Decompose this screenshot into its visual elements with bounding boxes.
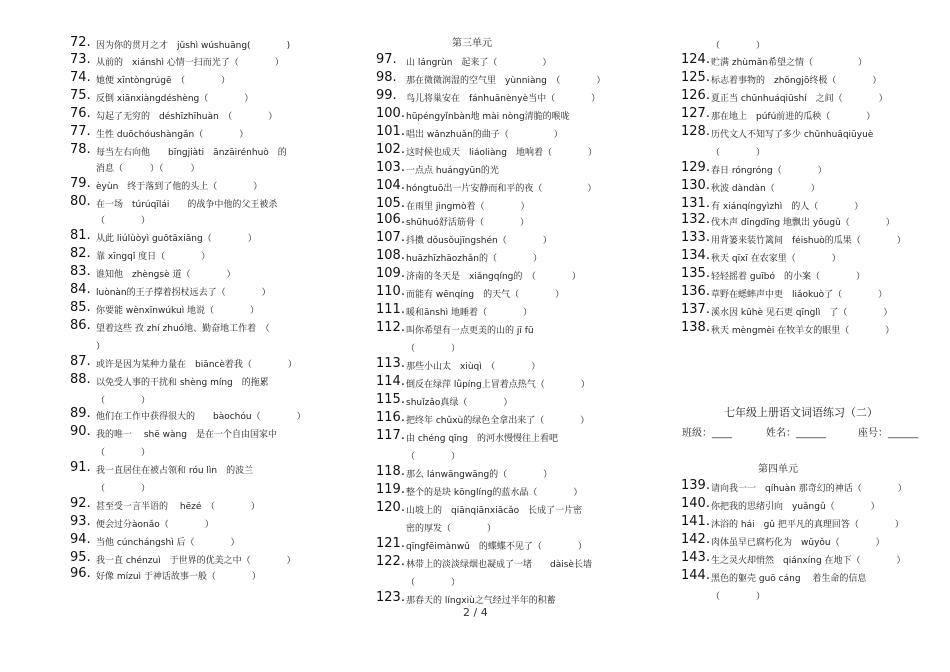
item-number: 127. [681, 106, 710, 121]
item-text: 山 lángrùn 起来了（ ） [406, 58, 552, 68]
item-text: 山坡上的 qiānqiānxiācǎo 长成了一片密 [406, 506, 583, 516]
item-number: 77. [70, 124, 91, 139]
unit3-title: 第三单元 [452, 38, 492, 49]
item-text: （ ） [406, 452, 461, 462]
item-number: 73. [70, 52, 91, 67]
item-number: 92. [70, 496, 91, 511]
item-number: 111. [376, 302, 405, 317]
item-text: 反倒 xiānxiàngdéshèng（ ） [96, 94, 254, 104]
item-text: 那在地上 púfú前进的瓜秧（ ） [711, 112, 876, 122]
item-text: 那春天的 língxiù之气经过半年的积蓄 [406, 596, 556, 606]
item-number: 76. [70, 106, 91, 121]
item-number: 128. [681, 124, 710, 139]
item-number: 118. [376, 464, 405, 479]
item-text: 我的唯一 shē wàng 是在一个自由国家中 [96, 430, 277, 440]
item-number: 126. [681, 88, 710, 103]
item-text: 消息（ ）（ ） [96, 164, 200, 174]
item-number: 133. [681, 230, 710, 245]
item-number: 108. [376, 248, 405, 263]
item-number: 121. [376, 536, 405, 551]
item-text: 叫你希望有一点更美的山的 jī fū [406, 326, 534, 336]
item-text: luònàn的王子撑着拐杖远去了（ ） [96, 288, 271, 298]
item-number: 94. [70, 532, 91, 547]
item-text: 好像 mízuì 于神话故事一般（ ） [96, 572, 261, 582]
item-text: 靠 xīngqǐ 度日（ ） [96, 252, 211, 262]
item-text: 密的厚发（ ） [406, 524, 497, 534]
item-text: 鸟儿将巢安在 fánhuānènyè当中（ ） [406, 94, 601, 104]
item-number: 72. [70, 35, 91, 50]
item-number: 96. [70, 566, 91, 581]
item-number: 107. [376, 230, 405, 245]
item-number: 119. [376, 482, 405, 497]
item-text: 唱出 wǎnzhuǎn的曲子（ ） [406, 130, 563, 140]
item-text: 秋天 qīxī 在农家里（ ） [711, 254, 841, 264]
item-text: shuǐzǎo真绿（ ） [406, 398, 513, 408]
item-number: 83. [70, 264, 91, 279]
item-text: 一点点 huángyūn的光 [406, 166, 499, 176]
item-number: 86. [70, 318, 91, 333]
item-text: 暖和ānshì 地睡着（ ） [406, 308, 532, 318]
item-text: 或许是因为某种力量在 biāncè着我（ ） [96, 360, 297, 370]
item-text: 因为你的贯月之才 jǔshì wúshuāng( ) [96, 41, 291, 51]
item-text: （ ） [96, 448, 151, 458]
item-text: （ ） [406, 344, 461, 354]
item-number: 114. [376, 374, 405, 389]
class-label: 班级：____ [682, 428, 732, 439]
item-number: 134. [681, 248, 710, 263]
item-number: 101. [376, 124, 405, 139]
item-number: 82. [70, 246, 91, 261]
item-text: 那些小山太 xiùqì （ ） [406, 362, 541, 372]
item-number: 79. [70, 176, 91, 191]
worksheet-title: 七年级上册语文词语练习（二） [724, 406, 878, 419]
item-text: 勾起了无穷的 déshīzhīhuàn （ ） [96, 112, 278, 122]
item-number: 90. [70, 424, 91, 439]
item-text: 那在微微润湿的空气里 yùnniàng （ ） [406, 76, 606, 86]
item-number: 117. [376, 428, 405, 443]
item-text: 在一场 túrúqīlái 的战争中他的父王被杀 [96, 200, 278, 210]
item-number: 116. [376, 410, 405, 425]
item-text: 我一直 chénzuì 于世界的优美之中（ ） [96, 556, 296, 566]
item-text: 春日 róngróng（ ） [711, 166, 827, 176]
item-text: ） [96, 342, 106, 352]
item-number: 135. [681, 266, 710, 281]
item-text: 而能有 wēnqíng 的天气（ ） [406, 290, 565, 300]
item-text: huāzhīzhāozhǎn的（ ） [406, 254, 542, 264]
item-text: 从此 liúlùòyì guōtāxiāng（ ） [96, 234, 257, 244]
item-text: 当他 cúnchángshì 后（ ） [96, 538, 240, 548]
item-text: 历代文人不知写了多少 chūnhuāqiūyuè [711, 130, 874, 140]
item-text: 夏正当 chūnhuáqiūshí 之间（ ） [711, 94, 888, 104]
item-number: 74. [70, 70, 91, 85]
item-text: 甚至受一言半语的 hēzé （ ） [96, 502, 260, 512]
item-text: 草野在蟋蟀声中更 liǎokuò了（ ） [711, 290, 888, 300]
item-text: 标志着事物的 zhōngjō终极（ ） [711, 76, 882, 86]
item-text: 生之灵火却悄然 qiánxíng 在地下（ ） [711, 556, 906, 566]
item-number: 87. [70, 354, 91, 369]
item-text: 我一直居住在被占领和 róu lìn 的波兰 [96, 466, 254, 476]
item-number: 130. [681, 178, 710, 193]
item-number: 109. [376, 266, 405, 281]
item-text: 济南的冬天是 xiǎngqíng的 （ ） [406, 272, 581, 282]
item-number: 81. [70, 228, 91, 243]
item-text: 溪水因 kūhè 见石更 qīnglì 了（ ） [711, 308, 893, 318]
item-text: 用背篓来装竹篱间 féishuò的瓜果（ ） [711, 236, 906, 246]
item-text: 秋天 mèngmèi 在牧羊女的眼里（ ） [711, 326, 895, 336]
item-text: 从前的 xiánshì 心情一扫而光了（ ） [96, 58, 284, 68]
item-text: （ ） [711, 41, 766, 51]
item-number: 139. [681, 478, 710, 493]
item-text: （ ） [711, 148, 766, 158]
item-number: 140. [681, 496, 710, 511]
item-number: 113. [376, 356, 405, 371]
item-text: 贮满 zhùmǎn希望之情（ ） [711, 58, 867, 68]
name-label: 姓名：______ [766, 428, 826, 439]
item-number: 104. [376, 178, 405, 193]
item-text: 生性 duōchóushàngǎn（ ） [96, 130, 249, 140]
item-number: 123. [376, 590, 405, 605]
item-text: hūpéngyǐnbàn地 mài nòng清脆的喉咙 [406, 112, 570, 122]
item-text: 沐浴的 hái gǔ 把平凡的真理回答（ ） [711, 520, 904, 530]
item-text: 抖擞 dǒusǒujīngshén（ ） [406, 236, 552, 246]
item-number: 120. [376, 500, 405, 515]
item-number: 115. [376, 392, 405, 407]
item-number: 110. [376, 284, 405, 299]
item-number: 80. [70, 194, 91, 209]
item-text: 在雨里 jìngmò着（ ） [406, 202, 530, 212]
item-text: hóngtuō出一片安静而和平的夜（ ） [406, 184, 597, 194]
item-number: 98. [376, 70, 397, 85]
item-number: 112. [376, 320, 405, 335]
item-text: 由 chéng qīng 的河水慢慢往上看吧 [406, 434, 558, 444]
item-number: 93. [70, 514, 91, 529]
item-text: 便会过分àonǎo（ ） [96, 520, 214, 530]
item-number: 103. [376, 160, 405, 175]
item-text: 轻轻摇着 guībó 的小案（ ） [711, 272, 865, 282]
seat-label: 座号：______ [858, 428, 918, 439]
item-text: （ ） [96, 484, 151, 494]
item-text: 黑色的躯壳 guō cáng 着生命的信息 [711, 574, 867, 584]
item-text: 秋波 dàndàn（ ） [711, 184, 820, 194]
item-number: 131. [681, 196, 710, 211]
item-text: 把终年 chǔxù的绿色全拿出来了（ ） [406, 416, 590, 426]
item-number: 78. [70, 142, 91, 157]
item-text: （ ） [96, 216, 151, 226]
item-text: 以免受人事的干扰和 shèng míng 的拖累 [96, 378, 269, 388]
item-text: 你要能 wènxīnwúkuì 地说（ ） [96, 306, 260, 316]
item-number: 125. [681, 70, 710, 85]
item-number: 85. [70, 300, 91, 315]
item-number: 102. [376, 142, 405, 157]
item-number: 100. [376, 106, 405, 121]
item-text: 整个的是块 kōnglíng的蓝水晶（ ） [406, 488, 583, 498]
item-text: 每当左右向他 bīngjiàti ānzāirénhuò 的 [96, 148, 287, 158]
item-text: èyùn 终于落到了他的头上（ ） [96, 182, 263, 192]
item-number: 124. [681, 52, 710, 67]
item-number: 105. [376, 196, 405, 211]
item-text: 谁知他 zhèngsè 道（ ） [96, 270, 236, 280]
page-number: 2 / 4 [463, 606, 488, 619]
item-number: 95. [70, 550, 91, 565]
item-text: qīngfēimànwǔ 的蝶蝶不见了（ ） [406, 542, 587, 552]
item-number: 137. [681, 302, 710, 317]
item-number: 84. [70, 282, 91, 297]
item-number: 132. [681, 212, 710, 227]
item-text: 她便 xīntòngrúgē （ ） [96, 76, 230, 86]
item-text: 请向我一一 qíhuàn 那奇幻的神话（ ） [711, 484, 907, 494]
item-number: 91. [70, 460, 91, 475]
unit4-title: 第四单元 [758, 464, 798, 475]
item-text: 他们在工作中获得很大的 bàochóu（ ） [96, 412, 306, 422]
item-text: 肉体虽早已腐朽化为 wūyǒu（ ） [711, 538, 885, 548]
item-text: （ ） [406, 578, 461, 588]
item-text: （ ） [96, 396, 151, 406]
item-number: 142. [681, 532, 710, 547]
item-text: 那么 lánwāngwāng的（ ） [406, 470, 553, 480]
item-text: 你把我的思绪引向 yuǎngǔ（ ） [711, 502, 880, 512]
item-number: 136. [681, 284, 710, 299]
item-text: 林带上的淡淡绿烟也凝成了一堵 dàisè长墙 [406, 560, 592, 570]
item-number: 122. [376, 554, 405, 569]
item-number: 141. [681, 514, 710, 529]
item-number: 144. [681, 568, 710, 583]
item-text: 这时候也成天 liáoliàng 地响着（ ） [406, 148, 597, 158]
item-number: 143. [681, 550, 710, 565]
item-number: 88. [70, 372, 91, 387]
item-text: 倒反在绿萍 lǜpíng上冒着点热气（ ） [406, 380, 590, 390]
item-number: 106. [376, 212, 405, 227]
item-text: 有 xiánqíngyìzhì 的人（ ） [711, 202, 864, 212]
item-text: 伐木声 dīngdīng 地飘出 yōugǔ（ ） [711, 218, 895, 228]
item-number: 129. [681, 160, 710, 175]
item-number: 89. [70, 406, 91, 421]
item-text: shūhuó舒活筋骨（ ） [406, 218, 530, 228]
item-number: 138. [681, 320, 710, 335]
item-number: 97. [376, 52, 397, 67]
item-text: （ ） [711, 592, 766, 602]
item-text: 望着这些 孜 zhí zhuó地、勤奋地工作着 （ [96, 324, 270, 334]
item-number: 75. [70, 88, 91, 103]
item-number: 99. [376, 88, 397, 103]
